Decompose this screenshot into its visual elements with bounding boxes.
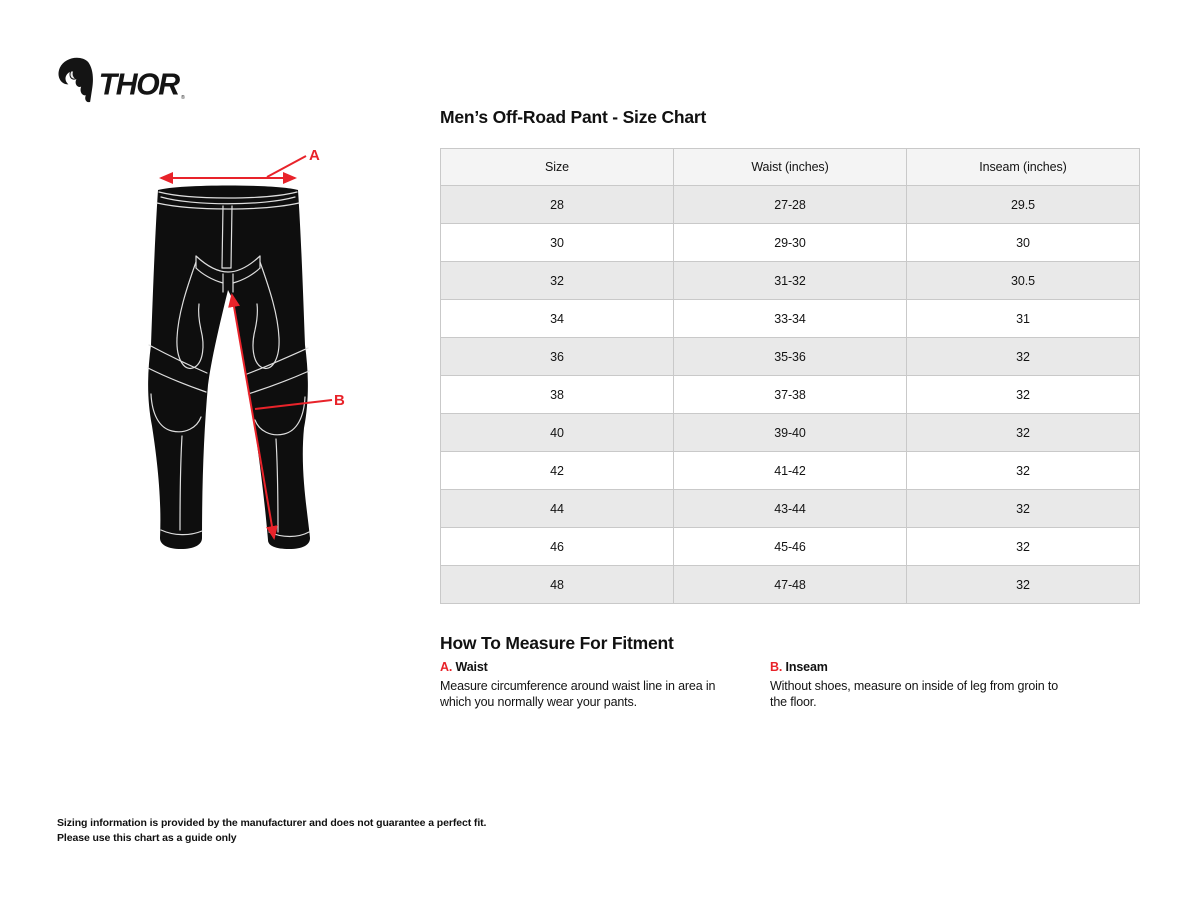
table-cell: 29.5 xyxy=(907,186,1140,224)
measure-inseam-text: Without shoes, measure on inside of leg from groin to the floor. xyxy=(770,678,1059,709)
table-row xyxy=(441,566,1140,604)
table-cell: 41-42 xyxy=(674,452,907,490)
table-cell: 31-32 xyxy=(674,262,907,300)
table-row xyxy=(441,490,1140,528)
table-cell: 33-34 xyxy=(674,300,907,338)
size-chart-table xyxy=(440,148,1140,604)
thor-logo-graphic xyxy=(57,56,199,106)
table-body xyxy=(441,186,1140,604)
page-title: Men’s Off-Road Pant - Size Chart xyxy=(440,107,707,127)
table-row xyxy=(441,376,1140,414)
table-header-row xyxy=(441,149,1140,186)
table-cell: 47-48 xyxy=(674,566,907,604)
table-cell: 35-36 xyxy=(674,338,907,376)
measure-item-waist xyxy=(440,659,748,711)
table-row xyxy=(441,414,1140,452)
table-cell: 43-44 xyxy=(674,490,907,528)
table-cell: 42 xyxy=(441,452,674,490)
col-header-size: Size xyxy=(441,149,674,186)
table-cell: 32 xyxy=(907,376,1140,414)
thor-wordmark-text: THOR xyxy=(98,68,179,102)
table-cell: 32 xyxy=(907,414,1140,452)
table-cell: 32 xyxy=(907,338,1140,376)
table-row xyxy=(441,300,1140,338)
col-header-inseam: Inseam (inches) xyxy=(907,149,1140,186)
howto-heading: How To Measure For Fitment xyxy=(440,633,674,653)
table-row xyxy=(441,186,1140,224)
thor-wordmark xyxy=(99,69,185,102)
table-row xyxy=(441,338,1140,376)
disclaimer-line-2: Please use this chart as a guide only xyxy=(57,832,237,845)
table-cell: 40 xyxy=(441,414,674,452)
measure-waist-label xyxy=(440,659,748,676)
table-row xyxy=(441,224,1140,262)
table-cell: 37-38 xyxy=(674,376,907,414)
measure-inseam-letter: B. xyxy=(770,660,783,674)
registered-mark: ® xyxy=(181,94,185,101)
measure-waist-letter: A. xyxy=(440,660,453,674)
table-cell: 32 xyxy=(907,452,1140,490)
table-cell: 29-30 xyxy=(674,224,907,262)
label-b: B xyxy=(334,392,345,409)
table-cell: 45-46 xyxy=(674,528,907,566)
table-cell: 28 xyxy=(441,186,674,224)
sizing-disclaimer xyxy=(57,816,486,846)
pants-silhouette xyxy=(148,186,310,550)
table-cell: 39-40 xyxy=(674,414,907,452)
table-cell: 32 xyxy=(907,528,1140,566)
table-cell: 32 xyxy=(907,490,1140,528)
table-cell: 30 xyxy=(441,224,674,262)
table-cell: 32 xyxy=(441,262,674,300)
col-header-waist: Waist (inches) xyxy=(674,149,907,186)
measure-inseam-label xyxy=(770,659,1062,676)
table-row xyxy=(441,528,1140,566)
table-row xyxy=(441,452,1140,490)
table-cell: 30.5 xyxy=(907,262,1140,300)
table-cell: 34 xyxy=(441,300,674,338)
disclaimer-line-1: Sizing information is provided by the manufacturer and does not guarantee a perfect fit. xyxy=(57,817,487,829)
table-cell: 44 xyxy=(441,490,674,528)
table-cell: 38 xyxy=(441,376,674,414)
table-cell: 48 xyxy=(441,566,674,604)
table-cell: 30 xyxy=(907,224,1140,262)
measure-inseam-name: Inseam xyxy=(785,660,828,674)
measure-item-inseam xyxy=(770,659,1062,711)
table-cell: 31 xyxy=(907,300,1140,338)
pants-measurement-diagram xyxy=(128,140,358,570)
pants-illustration xyxy=(128,140,358,570)
ram-head-icon xyxy=(59,58,93,102)
table-cell: 27-28 xyxy=(674,186,907,224)
measure-waist-name: Waist xyxy=(455,660,488,674)
table-cell: 36 xyxy=(441,338,674,376)
label-a-pointer-line xyxy=(267,156,306,177)
thor-logo xyxy=(57,56,199,106)
label-a: A xyxy=(309,147,320,164)
table-row xyxy=(441,262,1140,300)
table-cell: 46 xyxy=(441,528,674,566)
measure-waist-text: Measure circumference around waist line in area in which you normally wear your pants. xyxy=(440,678,716,709)
table-cell: 32 xyxy=(907,566,1140,604)
